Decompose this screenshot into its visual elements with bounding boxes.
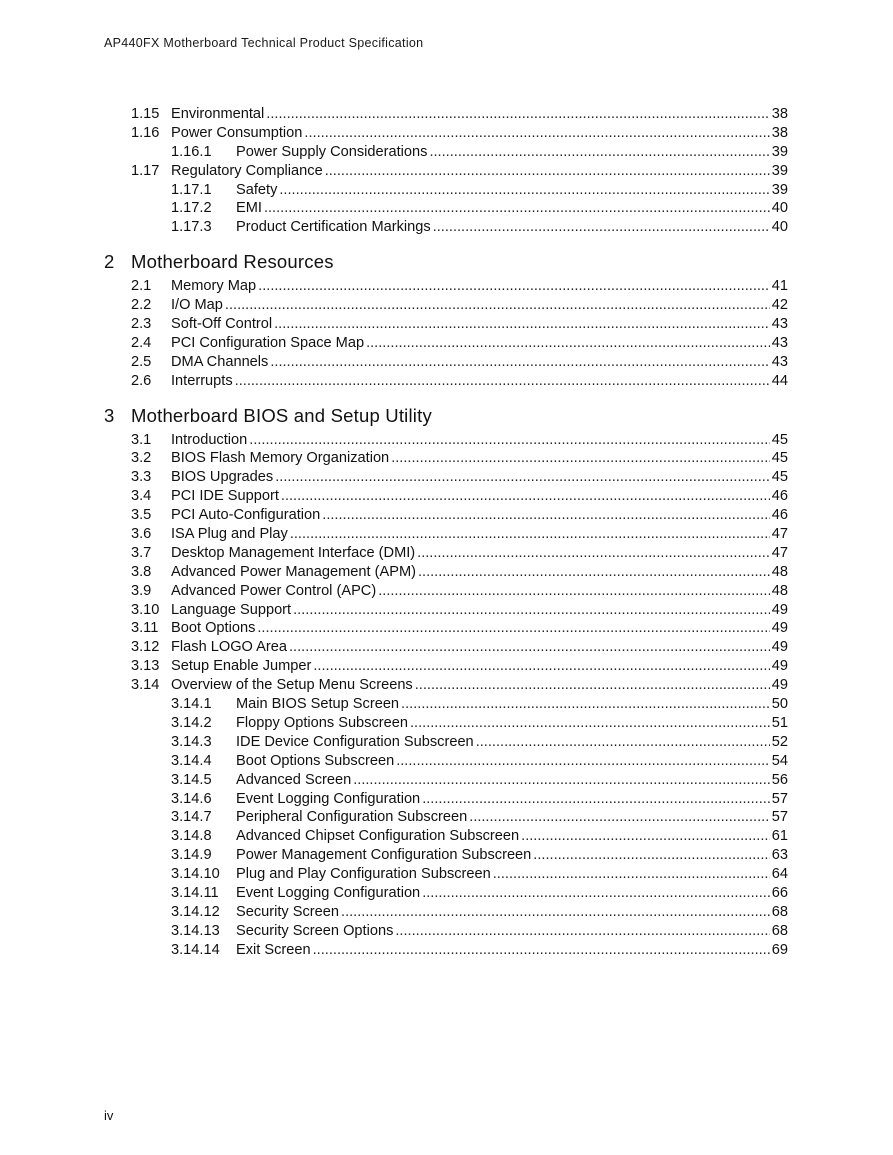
dot-leader (395, 922, 769, 941)
dot-leader (378, 582, 770, 601)
toc-entry[interactable] (0, 884, 893, 903)
toc-entry-line (171, 657, 788, 676)
toc-entry-line (171, 468, 788, 487)
toc-entry[interactable] (0, 771, 893, 790)
toc-entry-line (236, 903, 788, 922)
toc-entry[interactable] (0, 105, 893, 124)
toc-entry-title[interactable]: Regulatory Compliance (171, 162, 323, 179)
toc-entry-title[interactable]: Peripheral Configuration Subscreen (236, 809, 468, 826)
chapter-spacer (0, 237, 893, 242)
toc-entry-title[interactable]: Advanced Chipset Configuration Subscreen (236, 828, 520, 845)
toc-entry-line (236, 714, 788, 733)
toc-entry-line (171, 296, 788, 315)
dot-leader (258, 277, 770, 296)
toc-entry-page[interactable]: 49 (771, 658, 788, 675)
toc-entry[interactable] (0, 752, 893, 771)
toc-entry-title[interactable]: Interrupts (171, 372, 233, 389)
toc-entry-title[interactable]: Boot Options Subscreen (236, 752, 395, 769)
toc-entry[interactable] (0, 638, 893, 657)
dot-leader (249, 431, 770, 450)
toc-entry-line (171, 449, 788, 468)
toc-entry-title[interactable]: Event Logging Configuration (236, 884, 421, 901)
toc-entry-title[interactable]: Advanced Power Management (APM) (171, 563, 416, 580)
toc-entry-page[interactable]: 64 (771, 866, 788, 883)
toc-entry-line (236, 733, 788, 752)
toc-entry-number: 3.14.6 (171, 790, 212, 807)
toc-entry[interactable] (0, 218, 893, 237)
toc-entry-number: 1.15 (131, 106, 160, 122)
toc-entry-number: 3.14.14 (171, 941, 220, 958)
dot-leader (225, 296, 770, 315)
toc-entry-number: 3.14.11 (171, 884, 219, 901)
toc-entry-line (236, 199, 788, 218)
toc-entry-title[interactable]: Safety (236, 181, 278, 198)
page-number: iv (104, 1108, 114, 1123)
dot-leader (422, 790, 770, 809)
toc-entry[interactable] (0, 941, 893, 960)
toc-entry-title[interactable]: Advanced Power Control (APC) (171, 582, 377, 599)
dot-leader (275, 468, 770, 487)
toc-entry-number: 2.3 (131, 316, 152, 333)
toc-entry-title[interactable]: I/O Map (171, 297, 223, 314)
toc-entry-page[interactable]: 48 (771, 582, 788, 599)
toc-entry-title[interactable]: Product Certification Markings (236, 219, 431, 236)
toc-entry-number: 3.2 (131, 450, 152, 467)
toc-entry-line (171, 431, 788, 450)
toc-entry-page[interactable]: 61 (771, 828, 788, 845)
toc-entry-line (236, 827, 788, 846)
toc-entry-number: 1.16.1 (171, 143, 212, 160)
toc-entry-page[interactable]: 68 (771, 903, 788, 920)
chapter-title: Motherboard Resources (131, 251, 334, 273)
toc-entry-number: 3.14.2 (171, 714, 212, 731)
toc-entry-line (171, 601, 788, 620)
toc-entry-title[interactable]: Language Support (171, 601, 292, 618)
toc-entry-page[interactable]: 39 (771, 143, 788, 160)
dot-leader (366, 334, 770, 353)
toc-entry-title[interactable]: Floppy Options Subscreen (236, 714, 408, 731)
chapter-title: Motherboard BIOS and Setup Utility (131, 404, 432, 426)
toc-entry[interactable] (0, 582, 893, 601)
toc-entry-line (171, 162, 788, 181)
toc-entry-page[interactable]: 43 (771, 353, 788, 370)
toc-entry-page[interactable]: 66 (771, 884, 788, 901)
toc-entry-page[interactable]: 63 (771, 847, 788, 864)
dot-leader (429, 143, 769, 162)
toc-entry-title[interactable]: Power Supply Considerations (236, 143, 428, 160)
chapter-heading[interactable] (0, 403, 893, 429)
toc-entry-page[interactable]: 57 (771, 790, 788, 807)
dot-leader (322, 506, 770, 525)
dot-leader (418, 563, 770, 582)
toc-entry-title[interactable]: Soft-Off Control (171, 316, 273, 333)
table-of-contents (0, 105, 893, 960)
toc-entry[interactable] (0, 657, 893, 676)
toc-entry[interactable] (0, 181, 893, 200)
dot-leader (266, 105, 769, 124)
toc-entry[interactable] (0, 676, 893, 695)
toc-entry-line (171, 315, 788, 334)
toc-entry-title[interactable]: Security Screen (236, 903, 340, 920)
toc-entry-line (171, 105, 788, 124)
toc-entry-title[interactable]: Exit Screen (236, 941, 311, 958)
toc-entry-page[interactable]: 56 (771, 771, 788, 788)
toc-entry-title[interactable]: Boot Options (171, 620, 256, 637)
toc-entry-title[interactable]: Memory Map (171, 278, 257, 295)
toc-entry[interactable] (0, 525, 893, 544)
toc-entry-page[interactable]: 51 (771, 714, 788, 731)
toc-entry[interactable] (0, 431, 893, 450)
dot-leader (391, 449, 770, 468)
toc-entry-number: 3.10 (131, 601, 160, 618)
toc-entry-page[interactable]: 45 (771, 469, 788, 486)
toc-entry-page[interactable]: 45 (771, 431, 788, 448)
toc-entry[interactable] (0, 143, 893, 162)
toc-entry-number: 2.1 (131, 278, 152, 295)
toc-entry-title[interactable]: PCI Configuration Space Map (171, 334, 365, 351)
toc-entry[interactable] (0, 922, 893, 941)
toc-entry[interactable] (0, 808, 893, 827)
toc-entry-number: 2.2 (131, 297, 152, 314)
dot-leader (290, 525, 770, 544)
toc-entry-line (171, 582, 788, 601)
dot-leader (422, 884, 770, 903)
dot-leader (433, 218, 770, 237)
toc-entry-line (236, 695, 788, 714)
toc-entry-page[interactable]: 49 (771, 639, 788, 656)
dot-leader (493, 865, 770, 884)
toc-entry[interactable] (0, 487, 893, 506)
toc-entry-number: 3.8 (131, 563, 152, 580)
toc-entry-number: 2.4 (131, 334, 152, 351)
toc-entry-title[interactable]: Desktop Management Interface (DMI) (171, 544, 416, 561)
toc-entry[interactable] (0, 790, 893, 809)
chapter-spacer (0, 391, 893, 396)
toc-entry-title[interactable]: PCI Auto-Configuration (171, 507, 321, 524)
toc-entry-line (236, 181, 788, 200)
dot-leader (353, 771, 770, 790)
toc-entry[interactable] (0, 714, 893, 733)
toc-entry-page[interactable]: 45 (771, 450, 788, 467)
toc-entry-number: 1.17.3 (171, 219, 212, 236)
toc-entry-line (171, 563, 788, 582)
toc-entry-line (171, 619, 788, 638)
toc-entry-number: 3.14.8 (171, 828, 212, 845)
toc-entry-title[interactable]: Event Logging Configuration (236, 790, 421, 807)
dot-leader (313, 657, 769, 676)
toc-entry-title[interactable]: Plug and Play Configuration Subscreen (236, 866, 491, 883)
dot-leader (281, 487, 770, 506)
toc-entry-line (236, 884, 788, 903)
toc-entry-number: 3.6 (131, 526, 152, 543)
toc-entry-title[interactable]: Advanced Screen (236, 771, 352, 788)
toc-entry-number: 3.14.5 (171, 771, 212, 788)
toc-entry-number: 1.16 (131, 124, 160, 141)
dot-leader (325, 162, 770, 181)
toc-entry-title[interactable]: Flash LOGO Area (171, 639, 287, 656)
toc-entry[interactable] (0, 733, 893, 752)
toc-entry-title[interactable]: BIOS Upgrades (171, 469, 274, 486)
toc-entry-line (236, 143, 788, 162)
page-header: AP440FX Motherboard Technical Product Specification (104, 36, 424, 50)
dot-leader (304, 124, 769, 143)
toc-entry-number: 3.14.4 (171, 752, 212, 769)
toc-entry-number: 3.11 (131, 620, 159, 637)
dot-leader (401, 695, 770, 714)
toc-entry-page[interactable]: 40 (771, 200, 788, 217)
toc-entry[interactable] (0, 315, 893, 334)
toc-entry-page[interactable]: 38 (771, 124, 788, 141)
toc-entry[interactable] (0, 277, 893, 296)
dot-leader (293, 601, 770, 620)
toc-entry[interactable] (0, 162, 893, 181)
toc-entry-title[interactable]: BIOS Flash Memory Organization (171, 450, 390, 467)
toc-entry[interactable] (0, 865, 893, 884)
toc-entry-page[interactable]: 38 (771, 106, 788, 122)
chapter-heading[interactable] (0, 249, 893, 275)
dot-leader (469, 808, 770, 827)
toc-entry-title[interactable]: Introduction (171, 431, 248, 448)
toc-entry-title[interactable]: PCI IDE Support (171, 488, 279, 505)
toc-entry-number: 3.7 (131, 544, 152, 561)
dot-leader (279, 181, 769, 200)
toc-entry-number: 3.4 (131, 488, 152, 505)
toc-entry-page[interactable]: 44 (771, 372, 788, 389)
toc-entry-line (171, 544, 788, 563)
dot-leader (476, 733, 770, 752)
toc-entry[interactable] (0, 372, 893, 391)
chapter-number: 3 (104, 404, 115, 426)
toc-entry-page[interactable]: 40 (771, 219, 788, 236)
toc-entry-page[interactable]: 42 (771, 297, 788, 314)
toc-entry-line (236, 865, 788, 884)
toc-entry[interactable] (0, 563, 893, 582)
toc-entry[interactable] (0, 468, 893, 487)
dot-leader (521, 827, 770, 846)
toc-entry-page[interactable]: 57 (771, 809, 788, 826)
toc-entry-title[interactable]: Overview of the Setup Menu Screens (171, 677, 413, 694)
toc-entry[interactable] (0, 353, 893, 372)
toc-entry[interactable] (0, 601, 893, 620)
toc-entry-line (171, 353, 788, 372)
dot-leader (264, 199, 770, 218)
toc-entry-title[interactable]: DMA Channels (171, 353, 269, 370)
toc-entry-page[interactable]: 54 (771, 752, 788, 769)
toc-entry-number: 3.13 (131, 658, 160, 675)
toc-entry-page[interactable]: 50 (771, 696, 788, 713)
toc-entry-line (171, 277, 788, 296)
toc-entry-line (236, 771, 788, 790)
dot-leader (235, 372, 770, 391)
toc-entry[interactable] (0, 506, 893, 525)
toc-entry-number: 1.17 (131, 162, 160, 179)
toc-entry-line (171, 676, 788, 695)
chapter-number: 2 (104, 251, 115, 273)
toc-entry-title[interactable]: EMI (236, 200, 262, 217)
dot-leader (341, 903, 770, 922)
toc-entry-page[interactable]: 39 (771, 181, 788, 198)
toc-entry-line (236, 922, 788, 941)
toc-entry-number: 3.12 (131, 639, 160, 656)
toc-entry-number: 1.17.1 (171, 181, 212, 198)
toc-entry[interactable] (0, 334, 893, 353)
toc-entry-page[interactable]: 49 (771, 620, 788, 637)
toc-entry-page[interactable]: 49 (771, 601, 788, 618)
toc-entry-line (236, 846, 788, 865)
toc-entry-number: 3.5 (131, 507, 152, 524)
toc-entry-number: 3.14.10 (171, 866, 220, 883)
toc-entry-title[interactable]: Main BIOS Setup Screen (236, 696, 400, 713)
toc-entry-page[interactable]: 41 (771, 278, 788, 295)
toc-entry-line (171, 506, 788, 525)
toc-entry-number: 3.14.1 (171, 696, 212, 713)
dot-leader (274, 315, 770, 334)
toc-entry[interactable] (0, 827, 893, 846)
dot-leader (415, 676, 770, 695)
toc-entry[interactable] (0, 903, 893, 922)
dot-leader (313, 941, 770, 960)
toc-entry-page[interactable]: 48 (771, 563, 788, 580)
toc-entry-title[interactable]: Power Management Configuration Subscreen (236, 847, 532, 864)
toc-entry-page[interactable]: 52 (771, 733, 788, 750)
toc-entry[interactable] (0, 695, 893, 714)
toc-entry-line (171, 372, 788, 391)
toc-entry-page[interactable]: 69 (771, 941, 788, 958)
toc-entry-title[interactable]: Power Consumption (171, 124, 303, 141)
toc-entry-number: 3.1 (131, 431, 152, 448)
toc-entry-number: 3.14.7 (171, 809, 212, 826)
toc-entry-page[interactable]: 39 (771, 162, 788, 179)
toc-entry-page[interactable]: 46 (771, 507, 788, 524)
toc-entry-line (171, 124, 788, 143)
toc-entry-title[interactable]: Setup Enable Jumper (171, 658, 312, 675)
toc-entry-title[interactable]: Security Screen Options (236, 922, 394, 939)
toc-entry-page[interactable]: 43 (771, 334, 788, 351)
toc-entry-line (236, 808, 788, 827)
dot-leader (417, 544, 770, 563)
toc-entry-title[interactable]: ISA Plug and Play (171, 526, 288, 543)
toc-entry-page[interactable]: 68 (771, 922, 788, 939)
toc-entry-page[interactable]: 43 (771, 316, 788, 333)
dot-leader (289, 638, 770, 657)
toc-entry-number: 3.14 (131, 677, 160, 694)
toc-entry[interactable] (0, 296, 893, 315)
dot-leader (396, 752, 770, 771)
toc-entry[interactable] (0, 199, 893, 218)
toc-entry-number: 3.14.9 (171, 847, 212, 864)
toc-entry-number: 1.17.2 (171, 200, 212, 217)
toc-entry[interactable] (0, 124, 893, 143)
toc-entry-page[interactable]: 47 (771, 526, 788, 543)
toc-entry-number: 3.3 (131, 469, 152, 486)
dot-leader (410, 714, 770, 733)
toc-entry[interactable] (0, 449, 893, 468)
toc-entry-line (236, 790, 788, 809)
toc-entry-number: 3.14.3 (171, 733, 212, 750)
toc-entry-page[interactable]: 49 (771, 677, 788, 694)
dot-leader (270, 353, 769, 372)
toc-entry-number: 2.6 (131, 372, 152, 389)
toc-entry[interactable] (0, 846, 893, 865)
toc-entry-line (236, 752, 788, 771)
toc-entry-page[interactable]: 47 (771, 544, 788, 561)
toc-entry-line (171, 487, 788, 506)
toc-entry[interactable] (0, 619, 893, 638)
toc-entry[interactable] (0, 544, 893, 563)
toc-entry-line (171, 334, 788, 353)
toc-entry-line (236, 941, 788, 960)
toc-entry-page[interactable]: 46 (771, 488, 788, 505)
dot-leader (533, 846, 769, 865)
toc-entry-line (171, 638, 788, 657)
toc-entry-title[interactable]: Environmental (171, 106, 265, 122)
toc-entry-line (171, 525, 788, 544)
toc-entry-number: 2.5 (131, 353, 152, 370)
toc-entry-number: 3.14.13 (171, 922, 220, 939)
dot-leader (257, 619, 769, 638)
toc-entry-number: 3.9 (131, 582, 152, 599)
toc-entry-title[interactable]: IDE Device Configuration Subscreen (236, 733, 474, 750)
toc-entry-line (236, 218, 788, 237)
toc-entry-number: 3.14.12 (171, 903, 220, 920)
